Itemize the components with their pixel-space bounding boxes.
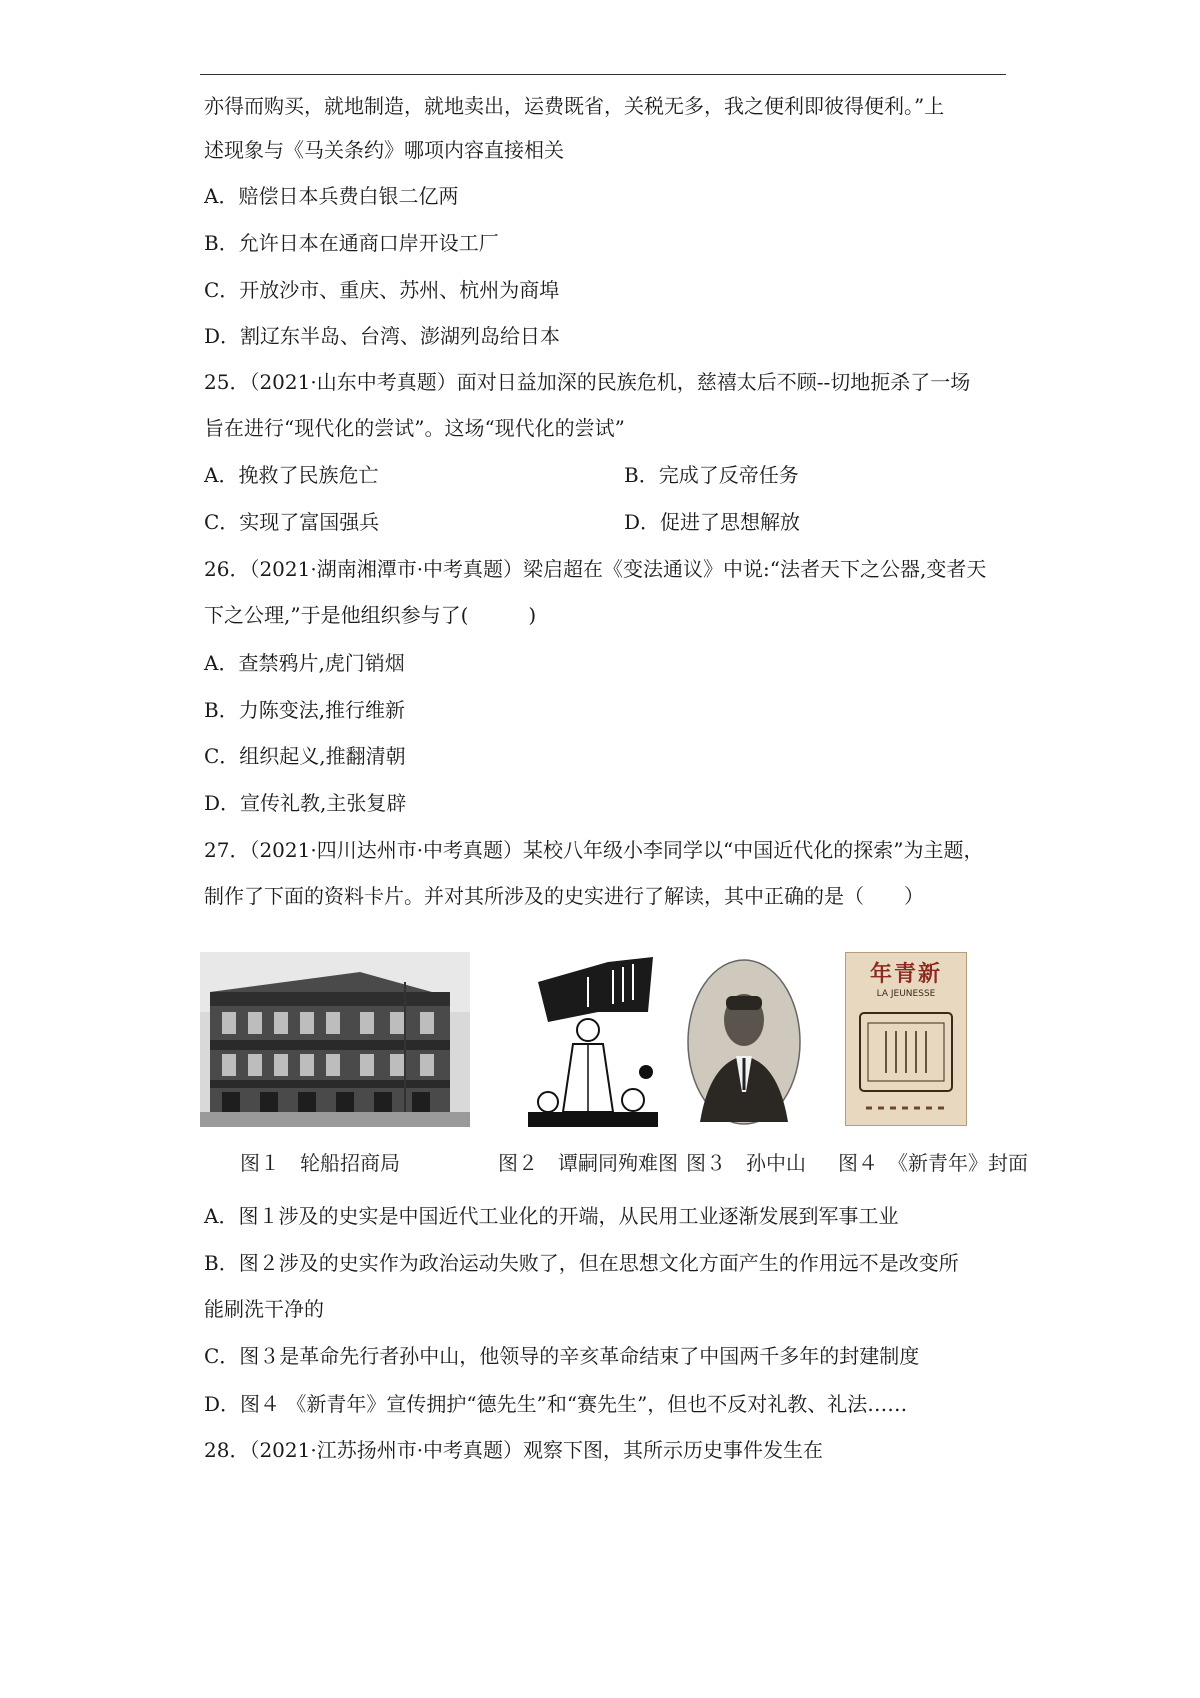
q24-text-line-1: 亦得而购买，就地制造，就地卖出，运费既省，关税无多，我之便利即彼得便利。”上 (204, 94, 945, 118)
q26-option-b: B．力陈变法,推行维新 (204, 698, 406, 722)
q27-figure-strip (200, 952, 1060, 1182)
q25-option-c: C．实现了富国强兵 (204, 510, 380, 534)
q28-text-line-1: 28．（2021·江苏扬州市·中考真题）观察下图，其所示历史事件发生在 (204, 1438, 824, 1462)
header-rule (200, 74, 1006, 75)
q27-option-d: D．图４ 《新青年》宣传拥护“德先生”和“赛先生”，但也不反对礼教、礼法…… (204, 1392, 908, 1416)
q25-text-line-2: 旨在进行“现代化的尝试”。这场“现代化的尝试” (204, 416, 625, 440)
q25-option-a: A．挽救了民族危亡 (204, 463, 379, 487)
figure-3-caption: 图３ 孙中山 (686, 1151, 806, 1175)
q26-option-a: A．查禁鸦片,虎门销烟 (204, 651, 405, 675)
figure-4-caption: 图４ 《新青年》封面 (838, 1151, 1028, 1175)
portrait-photo-icon (680, 952, 808, 1132)
q26-text-line-1: 26．（2021·湖南湘潭市·中考真题）梁启超在《变法通议》中说:“法者天下之公器,变者天 (204, 557, 987, 581)
q27-text-line-1: 27．（2021·四川达州市·中考真题）某校八年级小李同学以“中国近代化的探索”为主题， (204, 838, 984, 862)
q24-text-line-2: 述现象与《马关条约》哪项内容直接相关 (204, 138, 564, 162)
q27-option-b: B．图２涉及的史实作为政治运动失败了，但在思想文化方面产生的作用远不是改变所 (204, 1251, 959, 1275)
q27-option-b-continued: 能刷洗干净的 (204, 1297, 324, 1321)
q24-option-c: C．开放沙市、重庆、苏州、杭州为商埠 (204, 278, 560, 302)
magazine-title: 年青新 (869, 962, 942, 987)
q24-option-b: B．允许日本在通商口岸开设工厂 (204, 231, 499, 255)
q26-option-d: D．宣传礼教,主张复辟 (204, 791, 407, 815)
q27-option-c: C．图３是革命先行者孙中山，他领导的辛亥革命结束了中国两千多年的封建制度 (204, 1344, 920, 1368)
q24-option-d: D．割辽东半岛、台湾、澎湖列岛给日本 (204, 324, 561, 348)
q26-option-c: C．组织起义,推翻清朝 (204, 744, 406, 768)
q25-text-line-1: 25．（2021·山东中考真题）面对日益加深的民族危机，慈禧太后不顾--切地扼杀了一场 (204, 370, 971, 394)
martyr-illustration-icon (528, 952, 658, 1127)
q24-option-a: A．赔偿日本兵费白银二亿两 (204, 184, 459, 208)
figure-1-caption: 图１ 轮船招商局 (240, 1151, 400, 1175)
figure-2-caption: 图２ 谭嗣同殉难图 (498, 1151, 678, 1175)
building-photo-icon (200, 952, 470, 1127)
q25-option-d: D．促进了思想解放 (624, 510, 801, 534)
magazine-cover-icon (845, 952, 967, 1126)
q26-text-line-2: 下之公理,”于是他组织参与了( ) (204, 603, 537, 627)
magazine-subtitle: LA JEUNESSE (876, 989, 936, 999)
q27-text-line-2: 制作了下面的资料卡片。并对其所涉及的史实进行了解读，其中正确的是（ ） (204, 884, 924, 908)
q25-option-b: B．完成了反帝任务 (624, 463, 799, 487)
q27-option-a: A．图１涉及的史实是中国近代工业化的开端，从民用工业逐渐发展到军事工业 (204, 1204, 899, 1228)
